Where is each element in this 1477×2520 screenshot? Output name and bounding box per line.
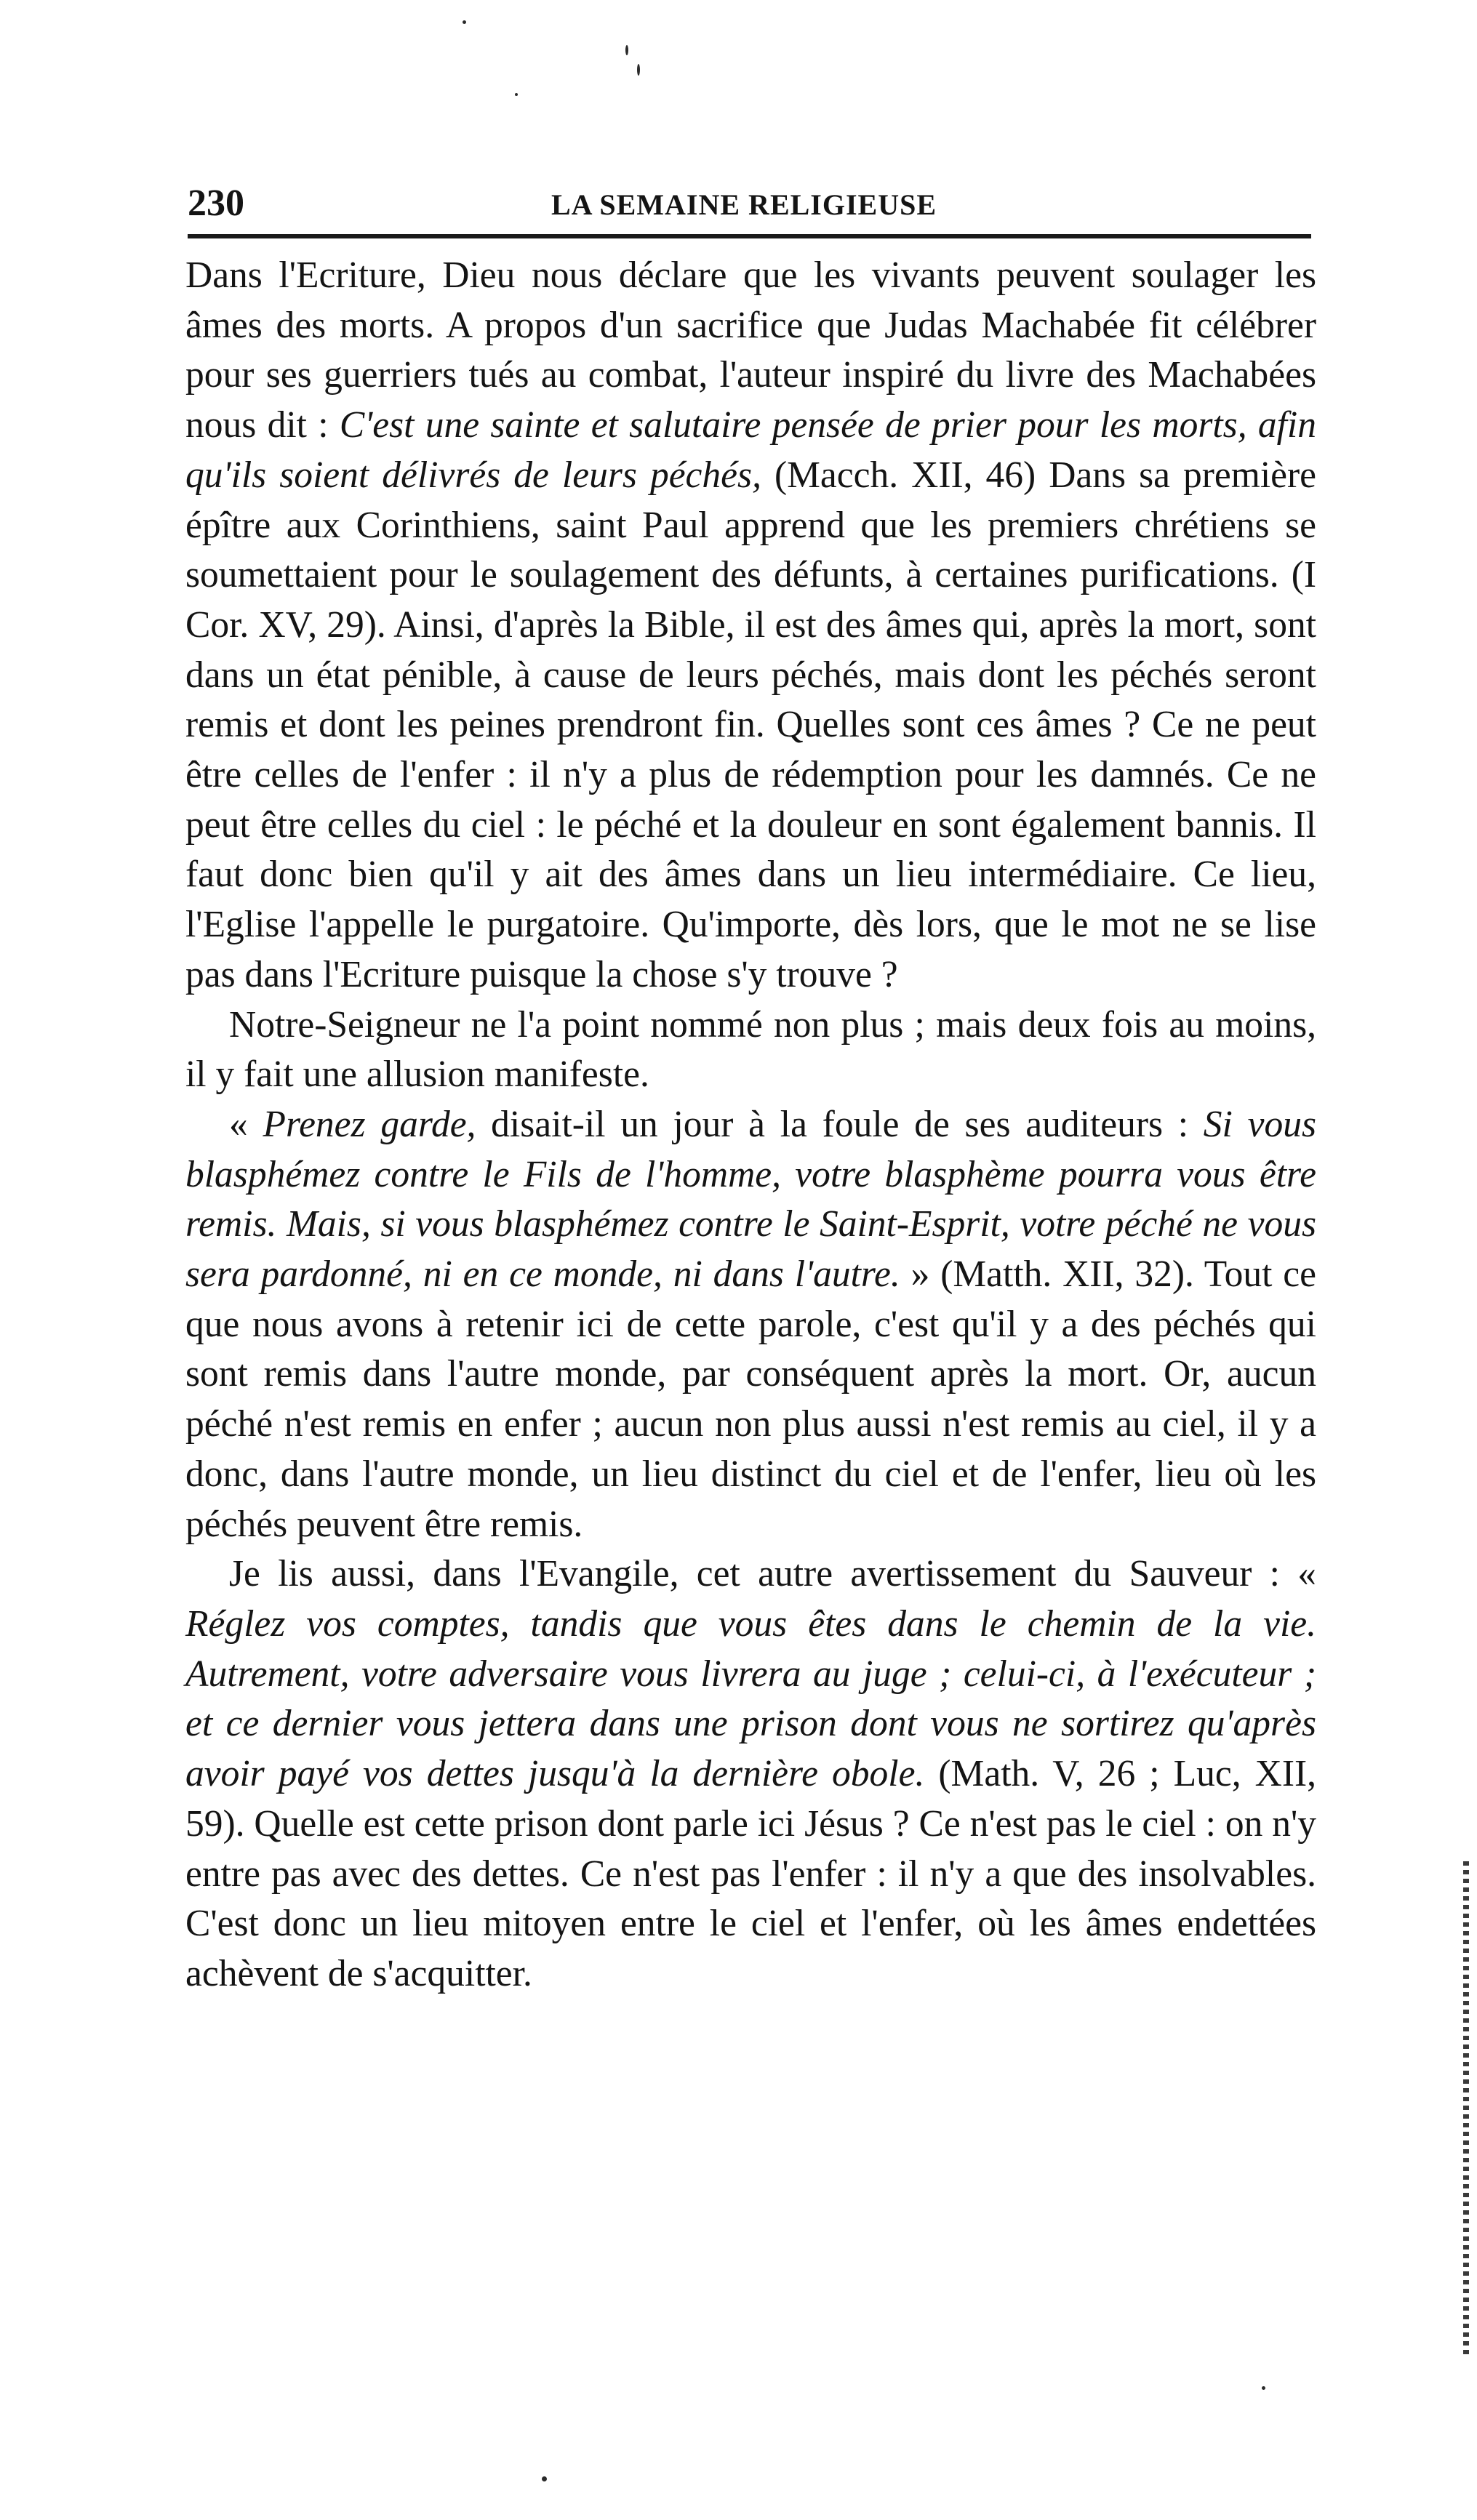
paragraph [185,1549,1316,1999]
margin-marks [1463,1861,1469,2356]
paragraph [185,251,1316,1000]
paragraph [185,1000,1316,1100]
text-run: Je lis aussi, dans l'Evangile, cet autre avertissement du Sauveur : « [229,1553,1316,1595]
text-run: « [229,1103,263,1145]
text-run: disait-il un jour à la foule de ses auditeurs : [476,1103,1204,1145]
italic-text: Réglez vos comptes, tandis que vous êtes dans le chemin de la vie. Autrement, votre adversaire vous livrera au juge ; celui-ci, à l'exécuteur ; et ce dernier vous jettera dans une prison dont vous ne sortirez qu'après avoir payé vos dettes jusqu'à la dernière obole. [185,1602,1316,1795]
text-run: » (Matth. XII, 32). Tout ce que nous avons à retenir ici de cette parole, c'est qu'il y a des péchés qui sont remis dans l'autre monde, par conséquent après la mort. Or, aucun péché n'est remis en enfer ; aucun non plus aussi n'est remis au ciel, il y a donc, dans l'autre monde, un lieu distinct du ciel et de l'enfer, lieu où les péchés peuvent être remis. [185,1253,1317,1545]
text-run: (Macch. XII, 46) Dans sa première épître aux Corinthiens, saint Paul apprend que les premiers chrétiens se soumettaient pour le soulagement des défunts, à certaines purifications. (I Cor. XV, 29). Ainsi, d'après la Bible, il est des âmes qui, après la mort, sont dans un état pénible, à cause de leurs péchés, mais dont les péchés seront remis et dont les peines prendront fin. Quelles sont ces âmes ? Ce ne peut être celles de l'enfer : il n'y a plus de rédemption pour les damnés. Ce ne peut être celles du ciel : le péché et la douleur en sont également bannis. Il faut donc bien qu'il y ait des âmes dans un lieu intermédiaire. Ce lieu, l'Eglise l'appelle le purgatoire. Qu'importe, dès lors, que le mot ne se lise pas dans l'Ecriture puisque la chose s'y trouve ? [185,454,1316,995]
italic-text: C'est une sainte et salutaire pensée de prier pour les morts, afin qu'ils soient délivrés de leurs péchés, [185,404,1316,496]
page-header [188,172,1311,230]
text-run: Dans l'Ecriture, Dieu nous déclare que les vivants peuvent soulager les âmes des morts. A propos d'un sacrifice que Judas Machabée fit célébrer pour ses guerriers tués au combat, l'auteur inspiré du livre des Machabées nous dit : [185,254,1316,446]
italic-text: Prenez garde, [263,1103,476,1145]
paragraph [185,1100,1316,1549]
text-run: Notre-Seigneur ne l'a point nommé non plus ; mais deux fois au moins, il y fait une allusion manifeste. [185,1003,1316,1096]
italic-text: Si vous blasphémez contre le Fils de l'homme, votre blasphème pourra vous être remis. Mais, si vous blasphémez contre le Saint-Esprit, votre péché ne vous sera pardonné, ni en ce monde, ni dans l'autre. [185,1103,1316,1296]
page-body [185,251,1316,1999]
page-number: 230 [188,182,244,224]
text-run: (Math. V, 26 ; Luc, XII, 59). Quelle est cette prison dont parle ici Jésus ? Ce n'est pas le ciel : on n'y entre pas avec des dettes. Ce n'est pas l'enfer : il n'y a que des insolvables. C'est donc un lieu mitoyen entre le ciel et l'enfer, où les âmes endettées achèvent de s'acquitter. [185,1753,1317,1994]
header-rule [188,234,1311,238]
running-title: LA SEMAINE RELIGIEUSE [551,188,937,221]
